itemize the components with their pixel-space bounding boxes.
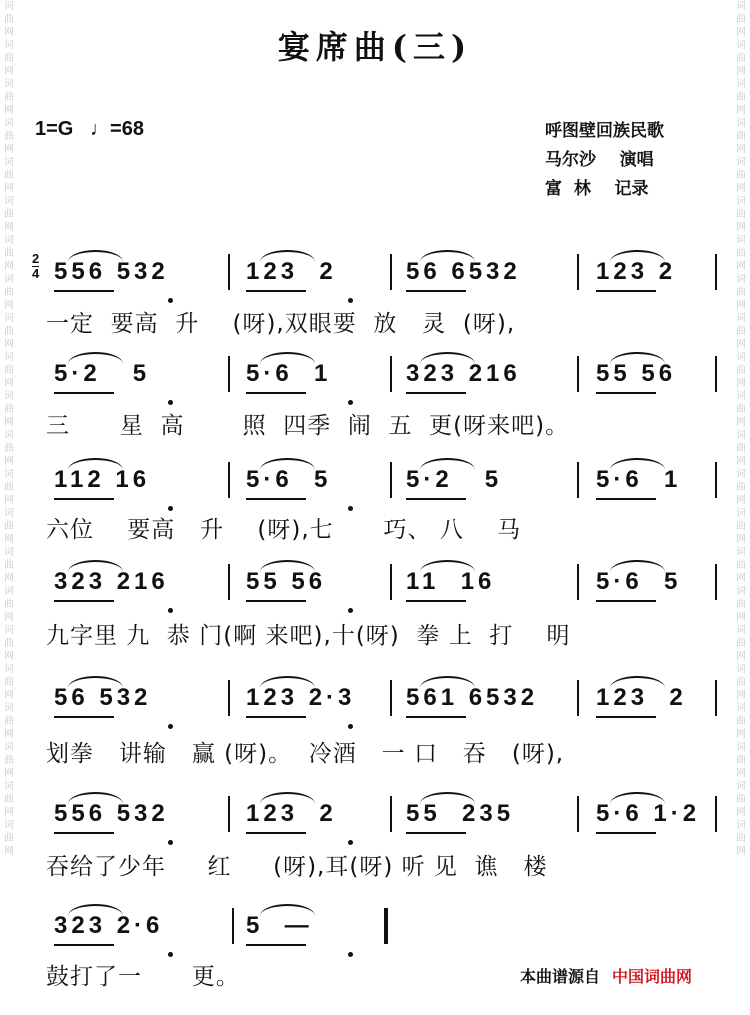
time-signature-top: 2 <box>32 251 40 266</box>
lyrics-line-7: 鼓打了一 更。 <box>46 964 240 990</box>
beam-line <box>406 392 466 394</box>
source-brand: 中国词曲网 <box>612 967 693 986</box>
barline <box>390 564 392 600</box>
beam-line <box>246 392 306 394</box>
measure-1-4: 123 2 <box>596 258 677 285</box>
barline <box>232 908 234 944</box>
time-signature-bottom: 4 <box>32 266 40 281</box>
measure-4-4: 5·6 5 <box>596 568 682 595</box>
slur-mark <box>68 458 123 470</box>
barline <box>228 796 230 832</box>
beam-line <box>246 498 306 500</box>
beam-line <box>246 290 306 292</box>
beam-line <box>596 498 656 500</box>
measure-6-3: 55 235 <box>406 800 515 827</box>
credits <box>545 117 664 204</box>
tempo-marking: ♩=68 <box>90 118 144 140</box>
barline <box>228 564 230 600</box>
measure-2-4: 55 56 <box>596 360 677 387</box>
slur-mark <box>420 250 475 262</box>
key-tempo <box>35 118 144 141</box>
credit-origin: 呼图壁回族民歌 <box>545 121 664 141</box>
slur-mark <box>260 250 315 262</box>
slur-mark <box>260 904 315 916</box>
barline <box>390 254 392 290</box>
measure-3-3: 5·2 5 <box>406 466 503 493</box>
measure-3-1: 112 16 <box>54 466 151 493</box>
octave-dot <box>168 298 173 303</box>
song-title: 宴席曲(三) <box>277 28 473 66</box>
measure-6-4: 5·6 1·2 <box>596 800 701 827</box>
measure-2-2: 5·6 1 <box>246 360 332 387</box>
source-credit <box>520 964 692 987</box>
beam-line <box>54 600 114 602</box>
beam-line <box>54 498 114 500</box>
measure-2-1: 5·2 5 <box>54 360 151 387</box>
measure-1-3: 56 6532 <box>406 258 521 285</box>
key-signature: 1=G <box>35 118 74 140</box>
slur-mark <box>68 560 123 572</box>
beam-line <box>596 832 656 834</box>
slur-mark <box>260 792 315 804</box>
beam-line <box>596 290 656 292</box>
barline <box>715 796 717 832</box>
beam-line <box>54 832 114 834</box>
beam-line <box>596 716 656 718</box>
measure-4-2: 55 56 <box>246 568 327 595</box>
slur-mark <box>610 352 665 364</box>
barline <box>715 564 717 600</box>
barline <box>390 680 392 716</box>
beam-line <box>54 290 114 292</box>
measure-5-3: 561 6532 <box>406 684 539 711</box>
slur-mark <box>260 676 315 688</box>
beam-line <box>406 716 466 718</box>
beam-line <box>406 832 466 834</box>
barline <box>577 356 579 392</box>
measure-3-4: 5·6 1 <box>596 466 682 493</box>
beam-line <box>596 600 656 602</box>
lyrics-line-6: 吞给了少年 红 (呀),耳(呀) 听 见 谯 楼 <box>46 854 548 880</box>
slur-mark <box>610 676 665 688</box>
barline <box>715 462 717 498</box>
barline <box>390 356 392 392</box>
slur-mark <box>610 792 665 804</box>
lyrics-line-1: 一定 要高 升 (呀),双眼要 放 灵 (呀), <box>46 311 516 337</box>
lyrics-line-5: 划拳 讲输 赢 (呀)。 冷酒 一 口 吞 (呀), <box>46 741 565 767</box>
measure-4-1: 323 216 <box>54 568 169 595</box>
measure-5-2: 123 2·3 <box>246 684 356 711</box>
octave-dot <box>348 840 353 845</box>
time-signature <box>32 252 39 281</box>
slur-mark <box>420 792 475 804</box>
measure-7-2: 5 — <box>246 912 313 939</box>
barline <box>390 462 392 498</box>
beam-line <box>54 716 114 718</box>
slur-mark <box>610 458 665 470</box>
octave-dot <box>348 506 353 511</box>
octave-dot <box>168 506 173 511</box>
octave-dot <box>348 724 353 729</box>
beam-line <box>54 392 114 394</box>
measure-2-3: 323 216 <box>406 360 521 387</box>
barline <box>390 796 392 832</box>
measure-3-2: 5·6 5 <box>246 466 332 493</box>
barline <box>228 356 230 392</box>
slur-mark <box>68 250 123 262</box>
source-label: 本曲谱源自 <box>520 967 601 986</box>
measure-1-2: 123 2 <box>246 258 337 285</box>
barline <box>577 796 579 832</box>
barline <box>228 680 230 716</box>
barline <box>577 680 579 716</box>
measure-4-3: 11 16 <box>406 568 496 595</box>
slur-mark <box>420 560 475 572</box>
barline <box>577 462 579 498</box>
slur-mark <box>420 352 475 364</box>
slur-mark <box>420 676 475 688</box>
measure-5-4: 123 2 <box>596 684 687 711</box>
slur-mark <box>68 792 123 804</box>
beam-line <box>246 832 306 834</box>
slur-mark <box>68 352 123 364</box>
barline <box>715 254 717 290</box>
barline <box>228 462 230 498</box>
barline <box>715 680 717 716</box>
beam-line <box>406 498 466 500</box>
beam-line <box>246 944 306 946</box>
beam-line <box>246 716 306 718</box>
octave-dot <box>348 298 353 303</box>
beam-line <box>596 392 656 394</box>
measure-6-1: 556 532 <box>54 800 169 827</box>
watermark-right: 词曲网 词曲网 词曲网 词曲网 词曲网 词曲网 词曲网 词曲网 词曲网 词曲网 词曲网 词曲网 词曲网 词曲网 词曲网 词曲网 词曲网 词曲网 词曲网 词曲网 词曲网 词曲网 <box>736 1 746 857</box>
octave-dot <box>348 400 353 405</box>
slur-mark <box>260 560 315 572</box>
barline <box>384 908 388 944</box>
beam-line <box>246 600 306 602</box>
measure-6-2: 123 2 <box>246 800 337 827</box>
slur-mark <box>260 352 315 364</box>
lyrics-line-4: 九字里 九 恭 门(啊 来吧),十(呀) 拳 上 打 明 <box>46 623 571 649</box>
barline <box>577 564 579 600</box>
slur-mark <box>260 458 315 470</box>
beam-line <box>406 600 466 602</box>
slur-mark <box>610 560 665 572</box>
slur-mark <box>68 904 123 916</box>
lyrics-line-2: 三 星 高 照 四季 闹 五 更(呀来吧)。 <box>46 413 570 439</box>
slur-mark <box>610 250 665 262</box>
slur-mark <box>68 676 123 688</box>
measure-7-1: 323 2·6 <box>54 912 164 939</box>
beam-line <box>406 290 466 292</box>
octave-dot <box>168 840 173 845</box>
octave-dot <box>348 608 353 613</box>
octave-dot <box>348 952 353 957</box>
barline <box>715 356 717 392</box>
beam-line <box>54 944 114 946</box>
octave-dot <box>168 608 173 613</box>
slur-mark <box>420 458 475 470</box>
barline <box>228 254 230 290</box>
measure-1-1: 556 532 <box>54 258 169 285</box>
lyrics-line-3: 六位 要高 升 (呀),七 巧、 八 马 <box>46 517 522 543</box>
barline <box>577 254 579 290</box>
credit-singer: 马尔沙 演唱 <box>545 150 654 170</box>
octave-dot <box>168 400 173 405</box>
measure-5-1: 56 532 <box>54 684 152 711</box>
credit-recorder: 富 林 记录 <box>545 179 649 199</box>
watermark-left: 词曲网 词曲网 词曲网 词曲网 词曲网 词曲网 词曲网 词曲网 词曲网 词曲网 词曲网 词曲网 词曲网 词曲网 词曲网 词曲网 词曲网 词曲网 词曲网 词曲网 词曲网 词曲网 <box>4 1 14 857</box>
octave-dot <box>168 952 173 957</box>
octave-dot <box>168 724 173 729</box>
